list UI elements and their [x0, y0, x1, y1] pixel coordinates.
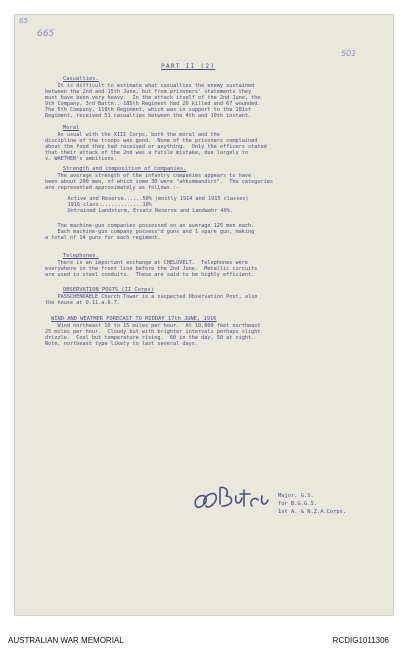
moral-text: As usual with the XIII Corps, both the moral and the discipline of the troops was good. None of the prisoners complained about the food they had received or anything. Only the officers stated that their attack of the 2nd was a futile mistake, due largely to v. WAETHER's ambitions.: [45, 132, 267, 163]
telephones-heading: Telephones.: [63, 253, 99, 259]
casualties-heading: Casualties.: [63, 76, 99, 82]
archive-number-3: 501: [341, 49, 357, 58]
footer-id: RCDIG1011306: [332, 636, 389, 645]
handwritten-signature-icon: [190, 480, 270, 520]
strength-text-2: The machine-gun companies possessed on an average 125 men each. Each machine-gun company possess'd guns and 1 spare gun, making a total of 14 guns for each regiment.: [45, 223, 255, 242]
archive-number-1: 65: [19, 17, 28, 25]
signature-block: Major, G.S. for B.G.G.S. 1st A. & N.Z.A.Corps.: [278, 493, 347, 515]
observation-text: PASSCHENDAELE Church Tower is a suspected Observation Post, also the house at O.11.a.6.7.: [45, 294, 258, 307]
wind-heading: WIND AND WEATHER FORECAST TO MIDDAY 17th JUNE, 1916: [51, 316, 217, 322]
telephones-text: There is an important exchange at CHELUVELT. Telephones were everywhere in the front line before the 2nd June. Metallic circuits are used in steel conduits. These are said to be highly efficient.: [45, 260, 258, 279]
footer: [0, 634, 403, 648]
wind-text: Wind northeast 10 to 15 miles per hour. At 10,000 feet northeast 25 miles per hour. Cloudy but with brighter intervals perhaps slight drizzle. Cool but temperature rising. 60 in the day, 50 at night. Note, northeast type likely to last several days.: [45, 323, 261, 348]
footer-source: AUSTRALIAN WAR MEMORIAL: [8, 636, 124, 645]
casualties-text: It is difficult to estimate what casualties the enemy sustained between the 2nd and 15th June, but from prisoners' statements they must have been very heavy. In the attack itself of the 2nd June, the 9th Company, 3rd Battn., 185th Regiment had 20 killed and 67 wounded. The 5th Company, 119th Regiment, which was in support to the 181st Regiment, received 51 casualties between the 4th and 10th instant.: [45, 83, 261, 120]
strength-text: The average strength of the infantry companies appears to have been about 200 men, of which some 30 were "ahkommandirt". The categories are represented approximately as follows :-: [45, 173, 273, 192]
archive-number-2: 665: [37, 29, 55, 39]
strength-heading: Strength and composition of companies.: [63, 166, 187, 172]
observation-heading: OBSERVATION POSTS (II Corps): [63, 287, 154, 293]
strength-list: Active and Reserve......50% (mostly 1914 and 1915 classes) 1916 class..............10% Untrained Landsturm, Ersatz Reserve and Landwehr 40%.: [67, 196, 249, 215]
signature: [190, 480, 270, 524]
moral-heading: Moral: [63, 125, 80, 131]
document-page: [14, 14, 394, 616]
page-title: PART II (2): [161, 63, 216, 70]
